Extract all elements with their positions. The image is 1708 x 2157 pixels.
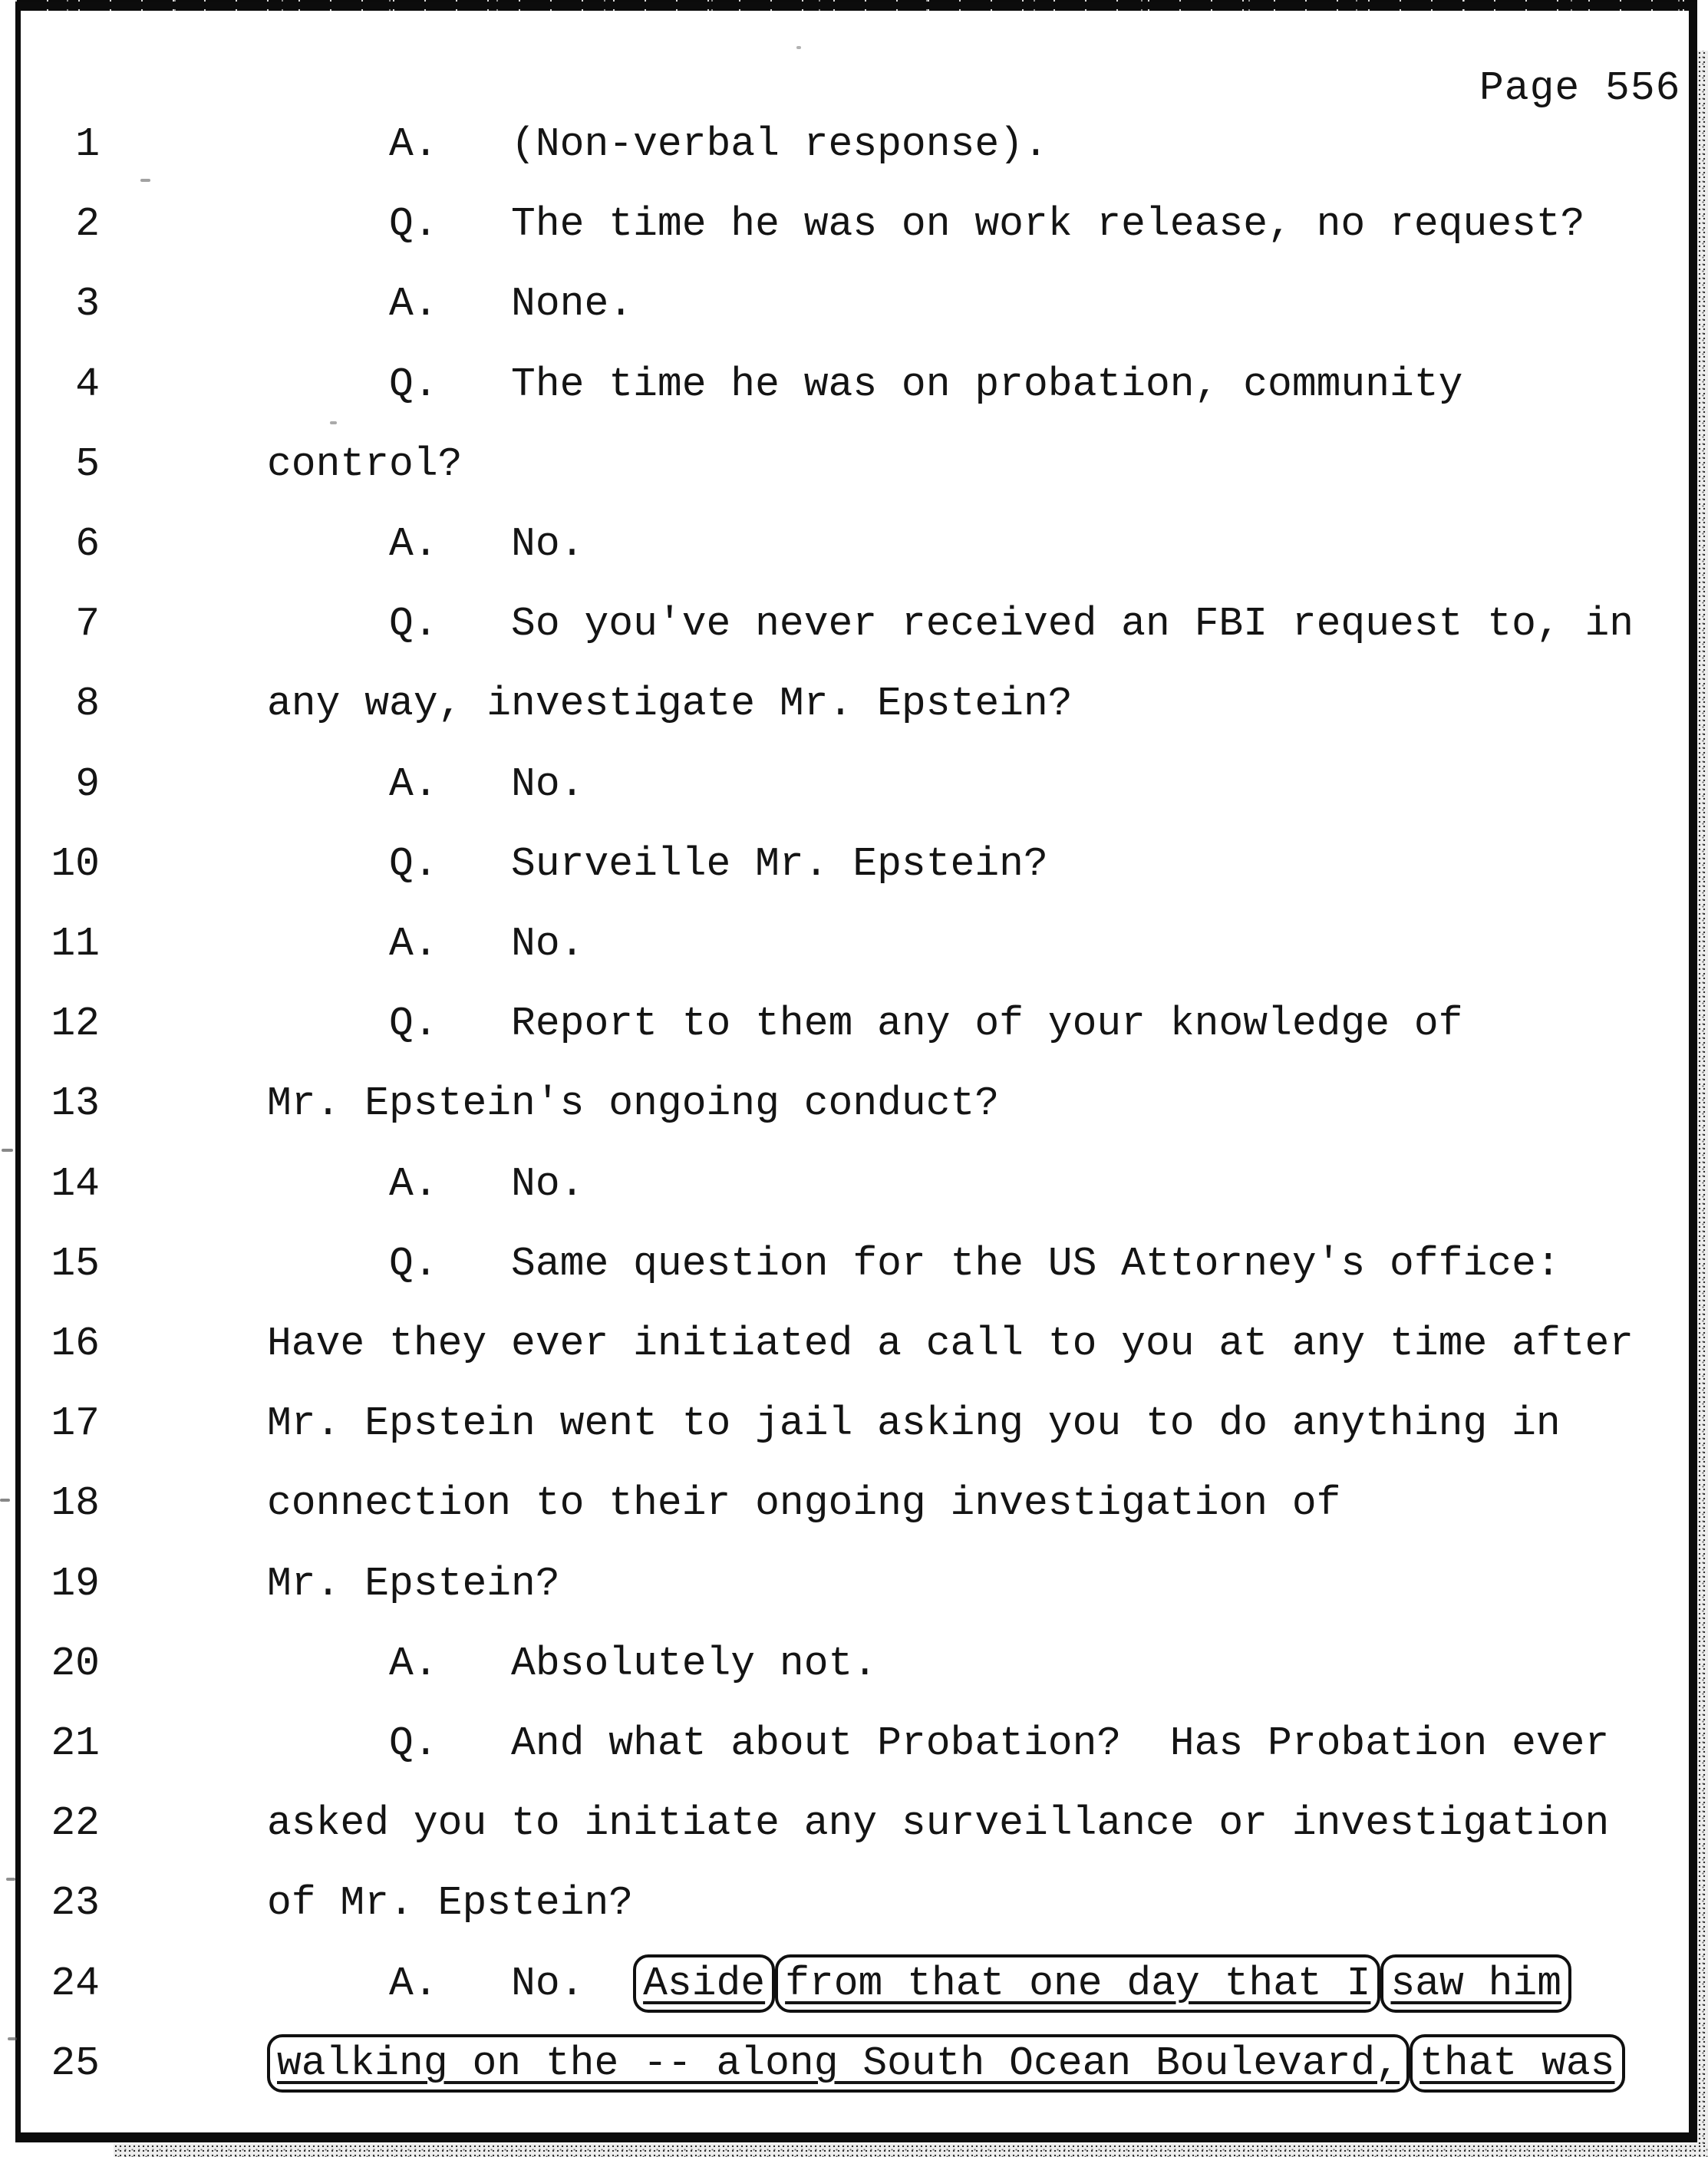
text-segment: asked you to initiate any surveillance or investigation [267,1800,1610,1847]
line-text [267,1800,1609,1846]
transcript-line [0,841,1708,887]
transcript-line [0,2040,1708,2086]
line-number: 4 [75,361,100,407]
transcript-line [0,1561,1708,1607]
line-number: 15 [51,1240,100,1287]
line-number: 8 [75,681,100,727]
line-number: 20 [51,1640,100,1687]
scan-speck [6,1878,15,1881]
transcript-line [0,201,1708,247]
line-number: 24 [51,1960,100,2007]
text-segment: A. Absolutely not. [267,1640,878,1687]
line-text [267,1561,560,1607]
circled-phrase: from that one day that I [775,1954,1380,2013]
line-text [267,761,584,807]
line-text [267,1400,1561,1446]
text-segment: A. None. [267,281,634,328]
scan-speck [8,2037,17,2040]
text-segment: Have they ever initiated a call to you at any time after [267,1321,1634,1367]
line-text [267,441,462,487]
line-number: 5 [75,440,100,487]
text-segment: A. No. [267,1960,634,2007]
line-text [267,1080,999,1126]
transcript-line [0,361,1708,407]
transcript-line [0,1800,1708,1846]
transcript-line [0,1241,1708,1287]
line-text [267,521,584,567]
text-segment: Q. And what about Probation? Has Probation ever [267,1720,1610,1766]
transcript-line [0,1400,1708,1446]
text-segment: any way, investigate Mr. Epstein? [267,681,1073,727]
text-segment: Q. The time he was on probation, community [267,361,1463,407]
line-text [267,1641,877,1687]
transcript-line [0,1720,1708,1766]
scan-speck [330,421,337,424]
transcript-line [0,761,1708,807]
line-text [267,2040,1625,2086]
text-segment: A. No. [267,521,585,567]
transcript-line [0,1080,1708,1126]
line-number: 11 [51,921,100,967]
scan-speck [2,1149,13,1152]
transcript-line [0,1161,1708,1207]
line-text [267,1241,1561,1287]
transcript-line [0,1961,1708,2007]
text-segment: Q. The time he was on work release, no request? [267,201,1585,248]
line-number: 25 [51,2040,100,2086]
text-segment: A. No. [267,760,585,807]
text-segment: A. No. [267,921,585,967]
line-number: 1 [75,121,100,167]
line-text [267,681,1073,727]
scan-edge-bottom [114,2144,1708,2157]
line-number: 19 [51,1560,100,1607]
line-number: 12 [51,1001,100,1047]
line-text [267,1961,1571,2007]
scan-speck [140,179,150,182]
transcript-line [0,681,1708,727]
text-segment: A. (Non-verbal response). [267,121,1048,167]
line-number: 7 [75,601,100,648]
transcript-line [0,1641,1708,1687]
transcript-line [0,601,1708,647]
line-number: 22 [51,1800,100,1847]
page-number-label: Page 556 [1479,65,1681,111]
transcript-line [0,1480,1708,1526]
text-segment: Mr. Epstein? [267,1560,560,1607]
line-number: 2 [75,201,100,248]
line-number: 13 [51,1080,100,1127]
line-text [267,361,1462,407]
text-segment: connection to their ongoing investigation of [267,1480,1341,1527]
text-segment: Mr. Epstein went to jail asking you to do anything in [267,1400,1561,1447]
text-segment: A. No. [267,1160,585,1207]
line-text [267,1880,633,1926]
transcript-line [0,1880,1708,1926]
transcript-line [0,441,1708,487]
text-segment: control? [267,440,463,487]
line-number: 17 [51,1400,100,1447]
line-number: 14 [51,1160,100,1207]
text-segment: Mr. Epstein's ongoing conduct? [267,1080,1000,1127]
text-segment: Q. So you've never received an FBI request to, in [267,601,1634,648]
transcript-line [0,1321,1708,1367]
line-text [267,1161,584,1207]
line-text [267,601,1634,647]
line-number: 21 [51,1720,100,1766]
line-text [267,121,1048,167]
transcript-line [0,1001,1708,1047]
transcript-line [0,121,1708,167]
line-number: 18 [51,1480,100,1527]
line-number: 6 [75,521,100,567]
transcript-line [0,921,1708,967]
line-text [267,1321,1634,1367]
line-number: 10 [51,840,100,887]
circled-phrase: saw him [1380,1954,1571,2013]
line-text [267,1480,1340,1526]
line-text [267,1001,1462,1047]
transcript-line [0,281,1708,327]
scan-speck [796,46,801,49]
scan-speck [0,1499,10,1502]
line-text [267,1720,1609,1766]
line-number: 3 [75,281,100,328]
line-number: 9 [75,760,100,807]
transcript-line [0,521,1708,567]
line-text [267,841,1048,887]
line-number: 23 [51,1880,100,1927]
line-number: 16 [51,1321,100,1367]
text-segment: Q. Same question for the US Attorney's office: [267,1240,1561,1287]
text-segment: of Mr. Epstein? [267,1880,634,1927]
circled-phrase: that was [1410,2034,1624,2093]
line-text [267,201,1584,247]
circled-phrase: walking on the -- along South Ocean Boulevard, [267,2034,1410,2093]
line-text [267,921,584,967]
text-segment: Q. Report to them any of your knowledge of [267,1001,1463,1047]
circled-phrase: Aside [633,1954,775,2013]
line-text [267,281,633,327]
text-segment: Q. Surveille Mr. Epstein? [267,840,1048,887]
